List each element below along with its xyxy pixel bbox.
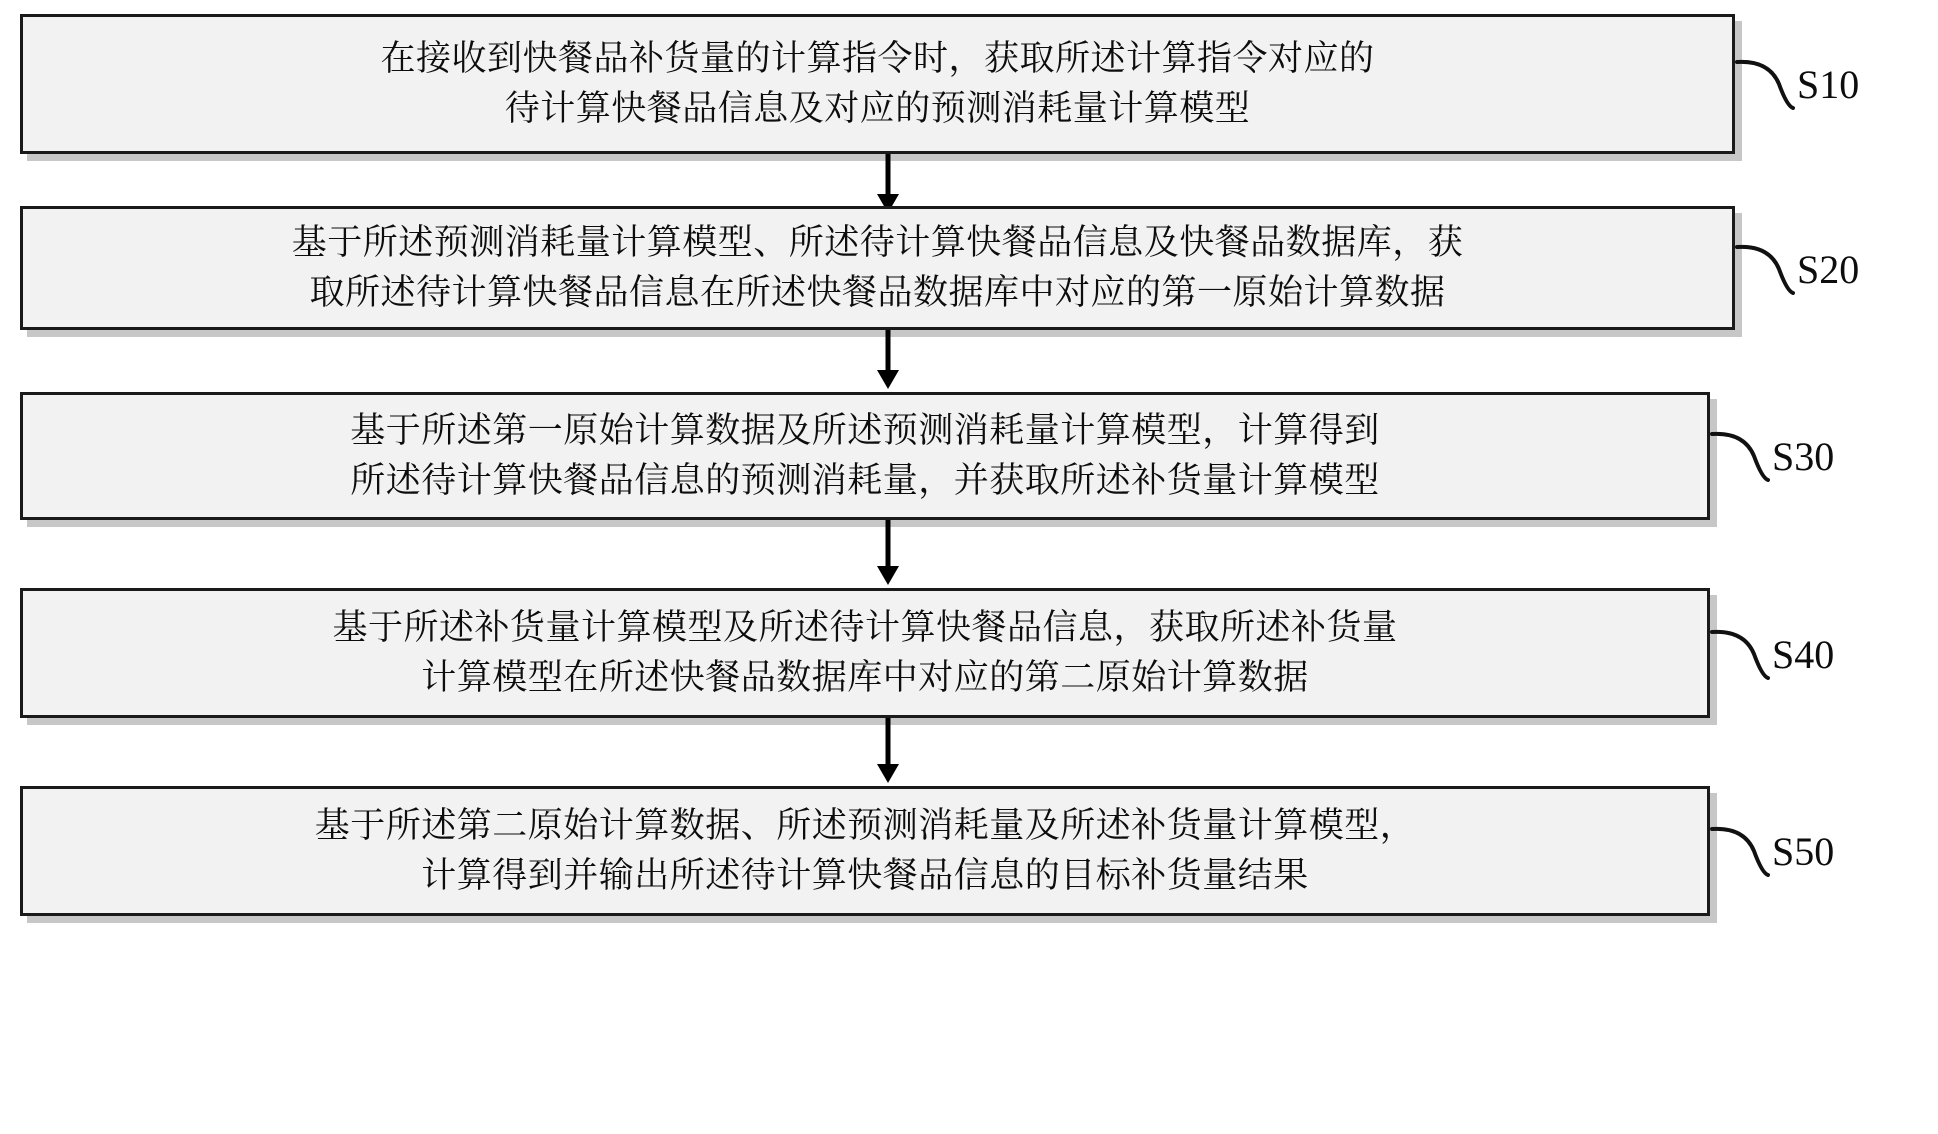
flow-step-text-line: 计算得到并输出所述待计算快餐品信息的目标补货量结果 — [421, 856, 1309, 895]
flow-step-text-line: 基于所述第二原始计算数据、所述预测消耗量及所述补货量计算模型， — [314, 806, 1416, 846]
flow-step-text-line: 基于所述预测消耗量计算模型、所述待计算快餐品信息及快餐品数据库，获 — [291, 223, 1464, 263]
flow-step-text-line: 取所述待计算快餐品信息在所述快餐品数据库中对应的第一原始计算数据 — [309, 273, 1446, 312]
flow-arrow-down-icon — [873, 330, 903, 390]
flow-step-row — [0, 14, 1938, 154]
bracket-icon — [1710, 430, 1770, 482]
flow-step-text-line: 基于所述补货量计算模型及所述待计算快餐品信息，获取所述补货量 — [332, 608, 1398, 648]
flow-step-row — [0, 786, 1938, 916]
flow-step-text-line: 基于所述第一原始计算数据及所述预测消耗量计算模型，计算得到 — [350, 411, 1380, 451]
flow-step-row — [0, 206, 1938, 330]
flow-step-box-s40 — [20, 588, 1710, 718]
flow-step-label: S20 — [1797, 246, 1860, 292]
flow-step-label: S40 — [1772, 631, 1835, 677]
flow-step-text-line: 计算模型在所述快餐品数据库中对应的第二原始计算数据 — [421, 658, 1309, 697]
bracket-icon — [1710, 825, 1770, 877]
flow-step-label: S50 — [1772, 828, 1835, 874]
flow-step-box-s50 — [20, 786, 1710, 916]
bracket-icon — [1735, 243, 1795, 295]
flow-step-label: S10 — [1797, 61, 1860, 107]
flow-step-label-group-s40 — [1710, 628, 1834, 680]
flow-step-text-line: 待计算快餐品信息及对应的预测消耗量计算模型 — [504, 89, 1251, 128]
flow-step-text-line: 所述待计算快餐品信息的预测消耗量，并获取所述补货量计算模型 — [350, 461, 1380, 500]
bracket-icon — [1735, 58, 1795, 110]
flow-arrow-down-icon — [873, 520, 903, 586]
flow-step-row — [0, 392, 1938, 520]
flow-step-text-line: 在接收到快餐品补货量的计算指令时，获取所述计算指令对应的 — [380, 39, 1375, 79]
flow-step-label-group-s50 — [1710, 825, 1834, 877]
flow-step-box-s30 — [20, 392, 1710, 520]
flow-step-label-group-s30 — [1710, 430, 1834, 482]
flow-step-label-group-s10 — [1735, 58, 1859, 110]
flow-step-box-s10 — [20, 14, 1735, 154]
flow-step-label: S30 — [1772, 433, 1835, 479]
flow-step-label-group-s20 — [1735, 243, 1859, 295]
flow-step-box-s20 — [20, 206, 1735, 330]
flow-arrow-down-icon — [873, 718, 903, 784]
bracket-icon — [1710, 628, 1770, 680]
flow-step-row — [0, 588, 1938, 718]
flow-arrow-down-icon — [873, 154, 903, 214]
